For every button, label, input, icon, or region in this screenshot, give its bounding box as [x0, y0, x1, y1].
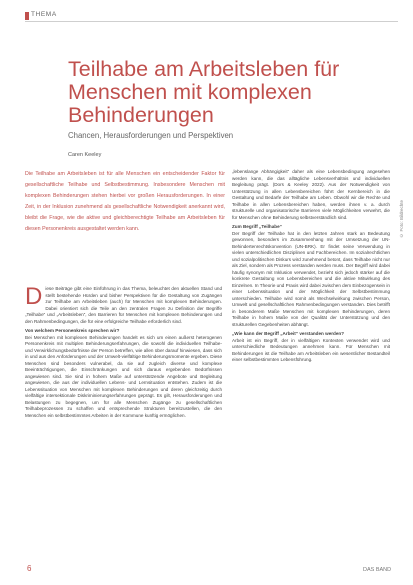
section-heading-arbeit: „Wie kann der Begriff „Arbeit“ verstanden werden?	[232, 331, 345, 336]
drop-cap: D	[25, 286, 43, 310]
intro-paragraph	[25, 286, 222, 325]
article-author: Caren Keeley	[68, 152, 102, 158]
header-rule	[25, 21, 398, 22]
body-paragraph-continued: „lebenslange Abhängigkeit“ daher als eine Lebensbedingung angesehen werden kann, die das alltägliche Lebensverhältnis und individuellen Begleitung prägt. (Dors & Keeley 2022). Aus der Notwendigkeit von Unterstützung in allen Lebensbereichen führt der Kernbereich in die Gestaltung und Bedarfe der Teilhabe am Leben. Obwohl wir die Rechte und Teilhabe in allen Lebensbereichen haben, werden ihnen v. a. durch strukturelle und organisatorische Barrieren viele Möglichkeiten verwehrt, die für Menschen ohne Behinderung selbstverständlich sind.	[232, 169, 390, 220]
intro-text: iese Beiträge gibt eine Einführung in das Thema, beleuchtet den aktuellen Stand und stellt bestehende Hürden und bisher Perspektiven für die Gestaltung von Zugängen zur Teilhabe am Arbeitsleben (auch) für Menschen mit komplexen Behinderungen. Dabei orientiert sich die Teile an den zentralen Fragen zu Definition der Begriffe „Teilhabe“ und „Arbeitsleben“, den Barrieren für Menschen mit komplexen Behinderungen und den Rahmenbedingungen, die für eine erfolgreiche Teilhabe erforderlich sind.	[25, 286, 222, 324]
section-label: THEMA	[31, 11, 57, 18]
body-paragraph: Bei Menschen mit komplexen Behinderungen handelt es sich um einen außerst heterogenen Personenkreis mit multiplen Behinderungserfahrungen, die sowohl die individuellen Teilhabe- und Verwirklichungsbedürfnisse der Person betreffen, wie allen über darauf hinwiesen, dass sich in und aus den Anforderungen und der Umwelt-vielfältige Behinderungsmomente ergeben. Diese Menschen sind besonders vulnerabel, da sie auf zugleich diverse und komplexe Beeinträchtigungen, die Einschränkungen und sich daraus ergebenden Bedürfnissen angewiesen sind. Sie sind in hohem Maße auf unterstützende Angebote und Begleitung angewiesen, die aus der individuellen Lebens- und Lernsituation entstehen. Zudem ist die Lebenssituation von Menschen mit komplexen Behinderungen und deren gleichzeitig durch vielfältige intersektionale Diskriminierungserfahrungen geprägt. Es gilt, Herausforderungen und Belastungen zu begegnen, um für alle Menschen Zugänge zu gesellschaftlichen Teilhabeprozessen zu schaffen und entsprechende Strukturen bereitzustellen, die den Menschen ein selbstbestimmtes Arbeiten in der Kommune kunftig ermöglichen.	[25, 334, 222, 418]
page-number: 6	[27, 564, 32, 573]
right-column	[232, 169, 390, 559]
photo-credit: © Foto: Bildrechte	[399, 200, 404, 238]
journal-name: DAS BAND	[363, 567, 392, 573]
article-lead: Die Teilhabe am Arbeitsleben ist für alle Menschen ein entscheidender Faktor für gesellschaftliche Teilhabe und Selbstbestimmung. Insbesondere Menschen mit komplexen Behinderungen stehen hierbei vor großen Herausforderungen. In einer Zeit, in der Inklusion zunehmend als gesellschaftliche Notwendigkeit anerkannt wird, bleibt die Frage, wie die aktive und gleichberechtigte Teilhabe am Arbeitsleben für diesen Personenkreis ausgestaltet werden kann.	[25, 171, 225, 232]
left-column	[25, 286, 222, 556]
section-marker	[25, 12, 29, 20]
article-subtitle: Chancen, Herausforderungen und Perspektiven	[68, 131, 234, 140]
section-heading-teilhabe: Zum Begriff „Teilhabe“	[232, 224, 282, 229]
body-paragraph-arbeit: Arbeit ist ein Begriff, der in vielfältigen Kontexten verwendet wird und unterschiedliche Bedeutungen annehmen kann. Für Menschen mit Behinderungen ist die Teilhabe am Arbeitsleben ein wesentlicher Bestandteil einer selbstbestimmten Lebensführung.	[232, 337, 390, 362]
section-heading-personenkreis: Von welchem Personenkreis sprechen wir?	[25, 328, 120, 333]
article-title: Teilhabe am Arbeitsleben für Menschen mit komplexen Behinderungen	[68, 57, 340, 127]
body-paragraph-teilhabe: Der Begriff der Teilhabe hat in den letzten Jahren stark an Bedeutung gewonnen, besonders im Zusammenhang mit der Umsetzung der UN-Behindertenrechtskonvention (UN-BRK). Er findet seine Verwendung in vielen unterschiedlichen Disziplinen und Fachbereichen. Im sozialrechtlichen und sozialpolitischen Diskurs wird zunehmend betont, dass Teilhabe nicht nur als Ziel, sondern als Prozess verstanden werden muss. Der Begriff wird dabei häufig synonym mit Inklusion verwendet, bezieht sich jedoch stärker auf die konkrete Gestaltung von Lebensbereichen und die aktive Mitwirkung des Einzelnen. In Theorie und Praxis wird dabei zwischen dem Einbezogensein in einer Lebenssituation und der Möglichkeit der Selbstbestimmung unterschieden. Teilhabe wird somit als Wechselwirkung zwischen Person, Umwelt und gesellschaftlichen Rahmenbedingungen verstanden. Dies betrifft in besonderem Maße Menschen mit komplexen Behinderungen, deren Teilhabe in hohem Maße von der Qualität der Unterstützung und den strukturellen Gegebenheiten abhängt.	[232, 230, 390, 327]
